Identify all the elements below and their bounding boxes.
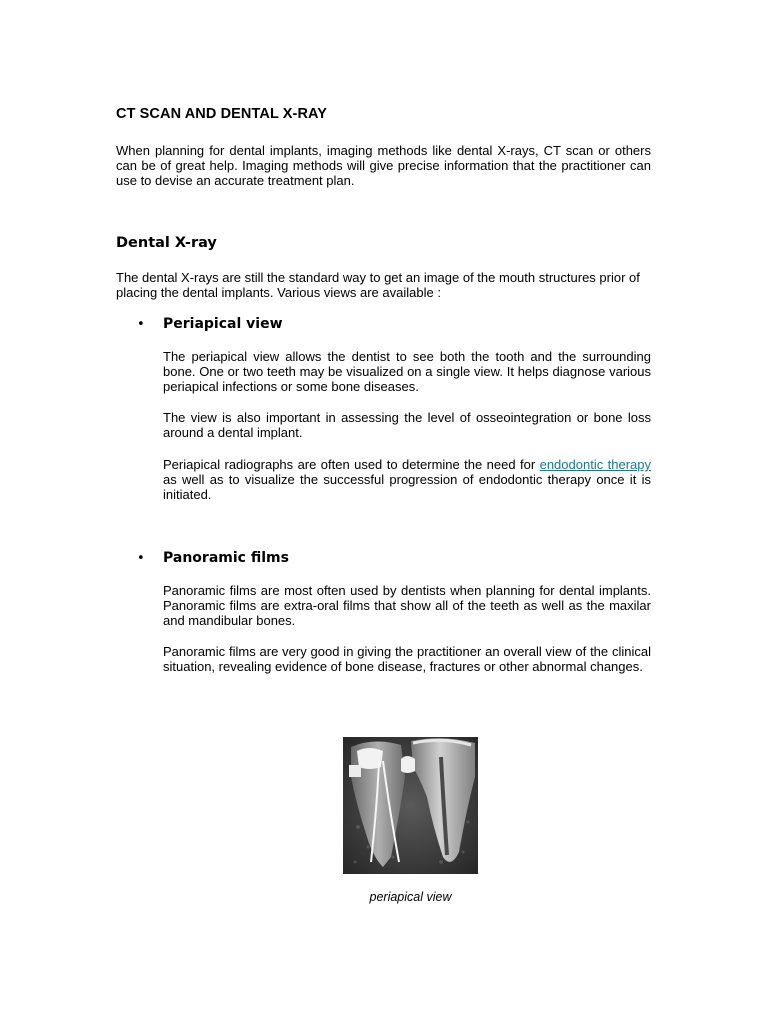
panoramic-paragraph-2: Panoramic films are very good in giving the practitioner an overall view of the clinical situation, revealing evidence of bone disease, fractures or other abnormal changes. <box>163 644 651 674</box>
bullet-item-periapical-view <box>137 316 283 332</box>
panoramic-paragraph-1: Panoramic films are most often used by dentists when planning for dental implants. Panoramic films are extra-oral films that show all of the teeth as well as the maxilar and mandibular bones. <box>163 583 651 628</box>
intro-paragraph: When planning for dental implants, imaging methods like dental X-rays, CT scan or others can be of great help. Imaging methods will give precise information that the practitioner can use to devise an accurate treatment plan. <box>116 143 651 188</box>
bullet-icon: • <box>137 551 145 566</box>
periapical-paragraph-3 <box>163 457 651 502</box>
figure-caption: periapical view <box>369 890 452 904</box>
dental-xray-intro-paragraph: The dental X-rays are still the standard way to get an image of the mouth structures prior of placing the dental implants. Various views are available : <box>116 270 640 300</box>
section-heading-dental-xray: Dental X-ray <box>116 235 217 251</box>
periapical-paragraph-1: The periapical view allows the dentist to see both the tooth and the surrounding bone. One or two teeth may be visualized on a single view. It helps diagnose various periapical infections or some bone diseases. <box>163 349 651 394</box>
subheading-periapical-view: Periapical view <box>163 316 283 332</box>
periapical-paragraph-2: The view is also important in assessing the level of osseointegration or bone loss around a dental implant. <box>163 410 651 440</box>
periapical-xray-image <box>343 737 478 874</box>
subheading-panoramic-films: Panoramic films <box>163 550 289 566</box>
bullet-item-panoramic-films <box>137 550 289 566</box>
periapical-paragraph-3-end: as well as to visualize the successful progression of endodontic therapy once it is initiated. <box>163 472 651 502</box>
bullet-icon: • <box>137 317 145 332</box>
document-title: CT SCAN AND DENTAL X-RAY <box>116 106 328 122</box>
endodontic-therapy-link[interactable]: endodontic therapy <box>539 457 651 472</box>
periapical-paragraph-3-start: Periapical radiographs are often used to determine the need for <box>163 457 540 472</box>
xray-drawing <box>343 737 478 874</box>
